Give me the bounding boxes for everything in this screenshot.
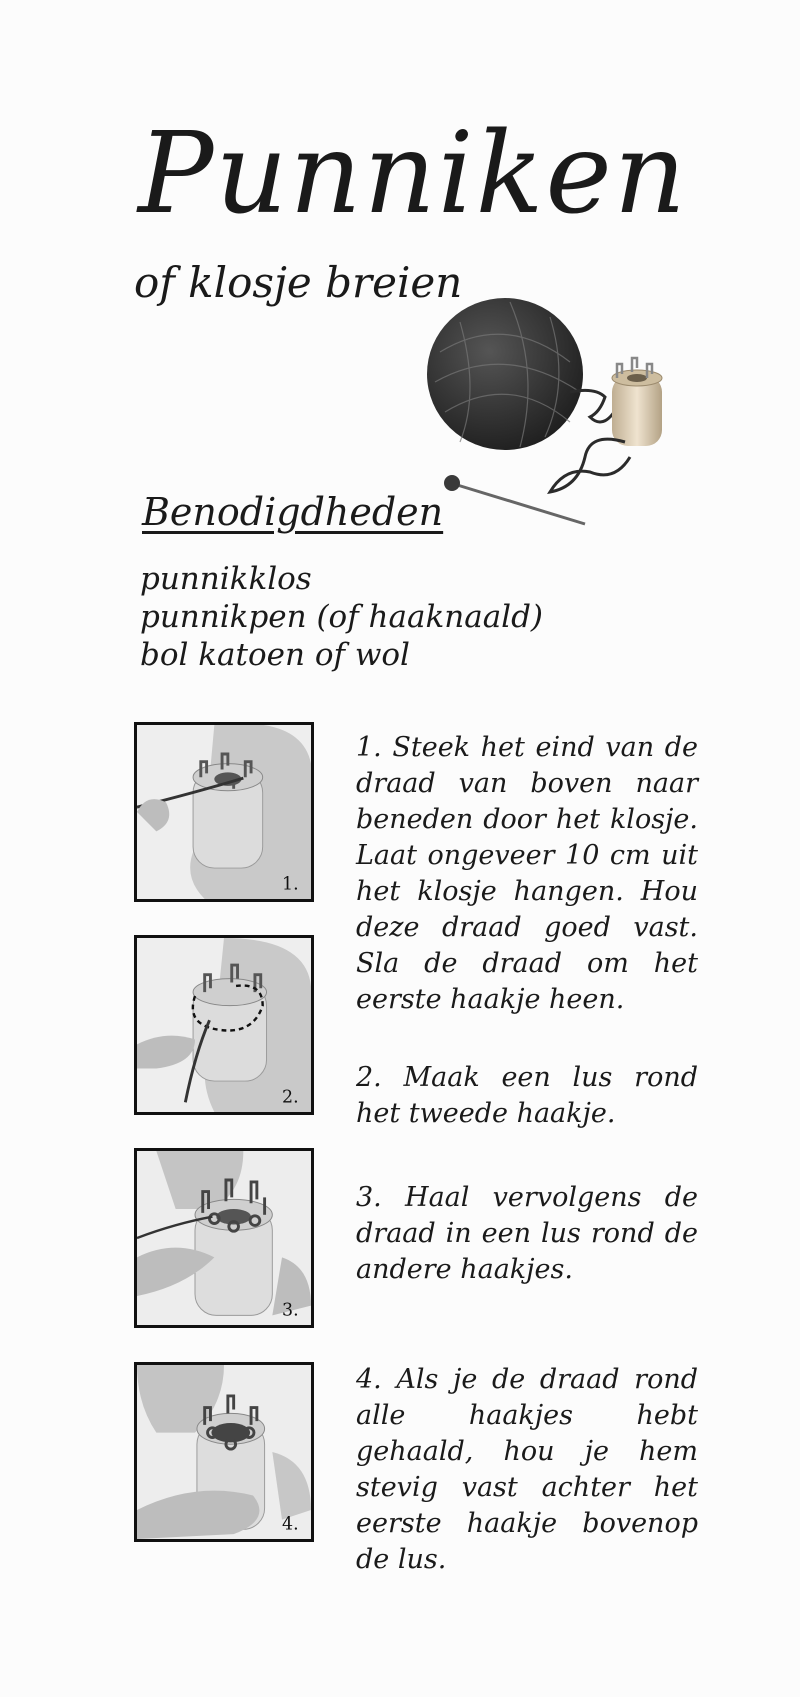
punnik-pen-icon: [444, 475, 585, 524]
photo-number: 2.: [282, 1087, 299, 1108]
yarn-cord-icon: [550, 439, 630, 492]
spool-loop-photo-icon: [137, 938, 311, 1112]
supplies-list: [140, 560, 543, 674]
hero-illustration-svg: [420, 292, 800, 582]
supply-item: punnikklos: [140, 561, 312, 597]
supply-item: punnikpen (of haaknaald): [140, 599, 544, 635]
step-2-photo: [134, 935, 314, 1115]
step-1-text: 1. Steek het eind van de draad van boven naar beneden door het klosje. Laat ongeveer 10 cm uit het klosje hangen. Hou deze draad goed vast. Sla de draad om het eerste haakje heen.: [356, 732, 698, 1015]
photo-number: 1.: [282, 874, 299, 895]
spool-hold-photo-icon: [137, 1365, 311, 1539]
yarn-ball-spool-pin-illustration: [420, 292, 800, 582]
step-1-photo: [134, 722, 314, 902]
step-3-photo: [134, 1148, 314, 1328]
supplies-heading: Benodigdheden: [142, 490, 444, 534]
spool-hooks-photo-icon: [137, 1151, 311, 1325]
page-title: Punniken: [138, 109, 688, 239]
step-4-text: 4. Als je de draad rond alle haakjes hebt gehaald, hou je hem stevig vast achter het eerste haakje bovenop de lus.: [356, 1364, 698, 1575]
photo-number: 3.: [282, 1300, 299, 1321]
step-2-text: 2. Maak een lus rond het tweede haakje.: [356, 1062, 698, 1129]
supply-item: bol katoen of wol: [140, 637, 410, 673]
photo-number: 4.: [282, 1514, 299, 1535]
step-3-text: 3. Haal vervolgens de draad in een lus rond de andere haakjes.: [356, 1182, 698, 1285]
step-4-photo: [134, 1362, 314, 1542]
page-subtitle: of klosje breien: [134, 258, 463, 307]
knitting-spool-icon: [612, 358, 662, 446]
spool-threading-photo-icon: [137, 725, 311, 899]
